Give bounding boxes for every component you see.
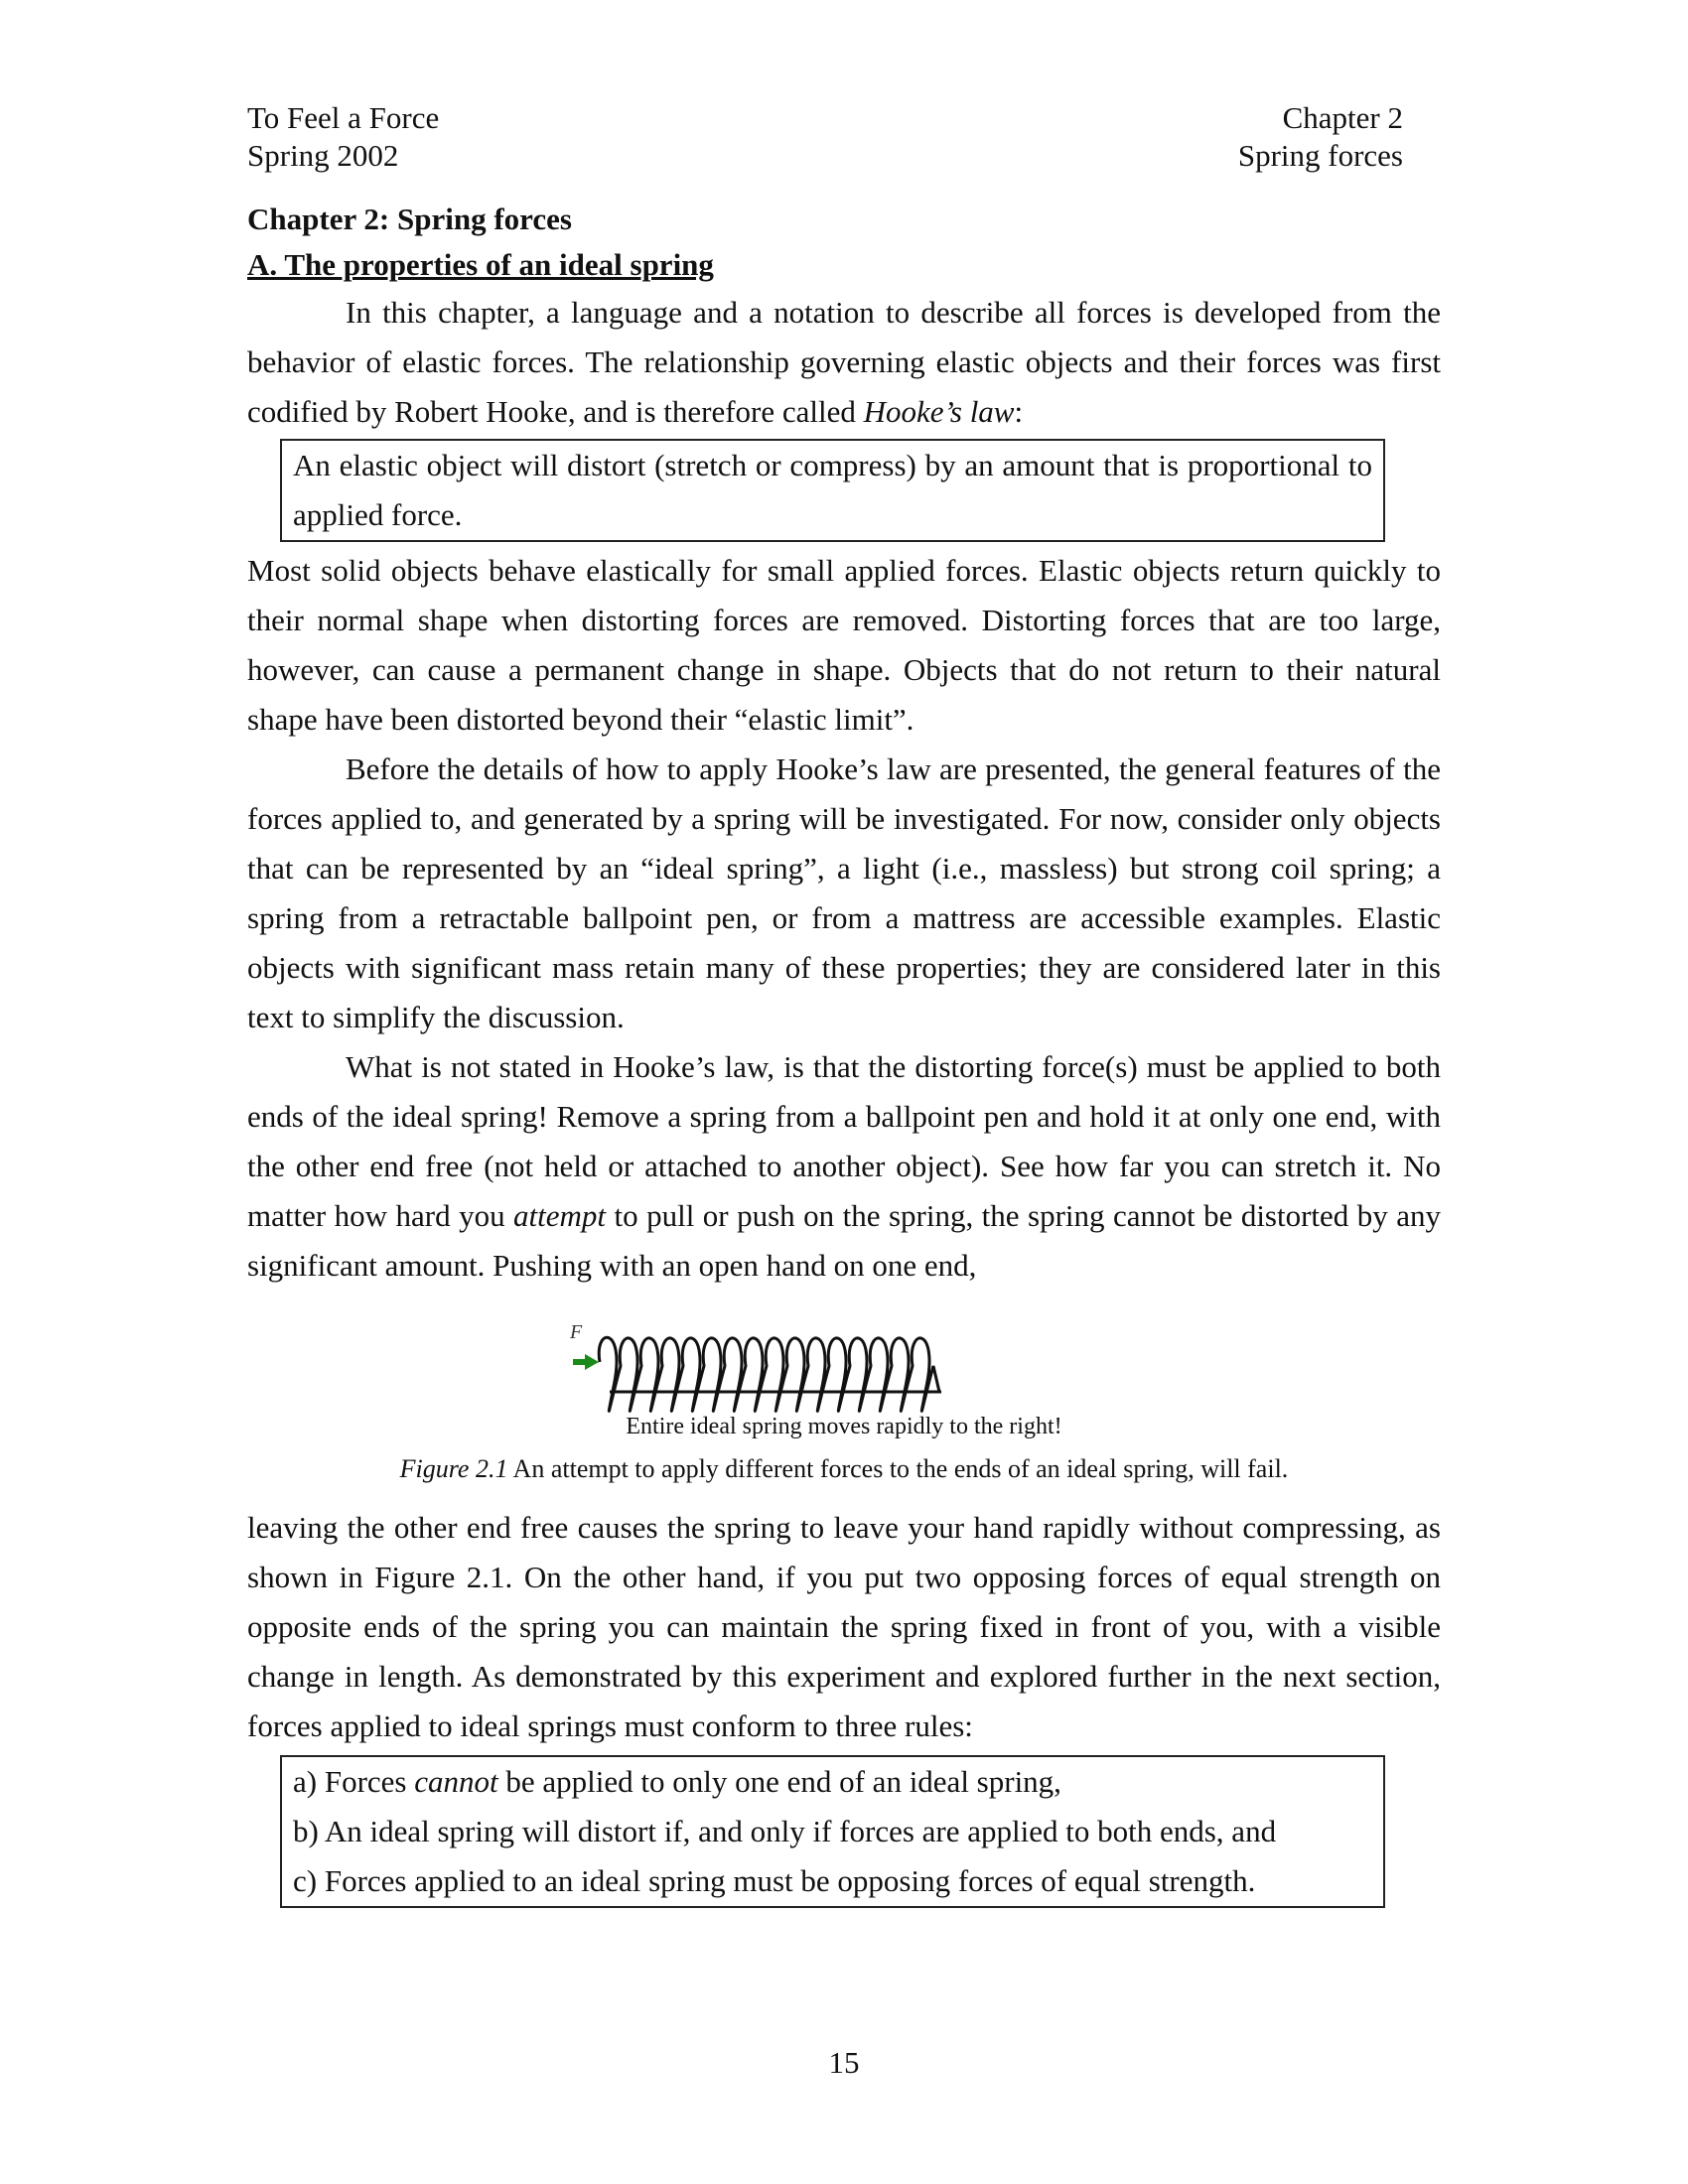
- section-heading: A. The properties of an ideal spring: [247, 247, 714, 282]
- paragraph-both-ends-text: What is not stated in Hooke’s law, is that the distorting force(s) must be applied to both ends of the ideal spring! Remove a spring from a ballpoint pen and hold it at only one end, with the other end free (not held or attached to another object). See how far you can stretch it. No matter how hard you: [247, 1049, 1441, 1233]
- force-arrow: [573, 1354, 599, 1370]
- rule-b: b) An ideal spring will distort if, and only if forces are applied to both ends, and: [293, 1814, 1277, 1848]
- ideal-spring-coil: [599, 1337, 939, 1411]
- rule-a: [293, 1757, 1372, 1807]
- figure-caption: [247, 1453, 1441, 1485]
- rule-c: c) Forces applied to an ideal spring must be opposing forces of equal strength.: [293, 1863, 1256, 1898]
- paragraph-intro: [247, 288, 1441, 437]
- rule-a-rest: be applied to only one end of an ideal spring,: [497, 1764, 1061, 1799]
- paragraph-intro-colon: :: [1014, 394, 1024, 429]
- page-body: [247, 197, 1441, 1908]
- force-arrow-head: [585, 1354, 599, 1370]
- running-header-left: [247, 99, 439, 175]
- chapter-title: Chapter 2: Spring forces: [247, 202, 572, 236]
- force-label: F: [570, 1321, 583, 1343]
- figure-inner-caption: Entire ideal spring moves rapidly to the right!: [626, 1414, 1062, 1439]
- header-chapter-number: Chapter 2: [1282, 100, 1403, 135]
- spring-rules-box: [280, 1755, 1385, 1908]
- figure-label: Figure 2.1: [399, 1454, 508, 1483]
- header-chapter-name: Spring forces: [1237, 138, 1403, 173]
- attempt-emphasis: attempt: [513, 1198, 607, 1233]
- hookes-law-box: [280, 439, 1385, 542]
- paragraph-intro-text: In this chapter, a language and a notation to describe all forces is developed from the behavior of elastic forces. The relationship governing elastic objects and their forces was first codified by Robert Hooke, and is therefore called: [247, 295, 1441, 429]
- paragraph-equal-forces: leaving the other end free causes the spring to leave your hand rapidly without compressing, as shown in Figure 2.1. On the other hand, if you put two opposing forces of equal strength on opposite ends of the spring you can maintain the spring fixed in front of you, with a visible change in length. As demonstrated by this experiment and explored further in the next section, forces applied to ideal springs must conform to three rules:: [247, 1510, 1441, 1743]
- figure-caption-text: An attempt to apply different forces to the ends of an ideal spring, will fail.: [507, 1454, 1289, 1483]
- header-term: Spring 2002: [247, 138, 399, 173]
- page-number: 15: [828, 2045, 860, 2080]
- cannot-emphasis: cannot: [414, 1764, 498, 1799]
- hookes-law-statement: An elastic object will distort (stretch or compress) by an amount that is proportional to applied force.: [293, 448, 1372, 532]
- rule-a-text: a) Forces: [293, 1764, 415, 1799]
- running-header-right: [1238, 99, 1403, 175]
- paragraph-elastic-behavior: Most solid objects behave elastically for small applied forces. Elastic objects return quickly to their normal shape when distorting forces are removed. Distorting forces that are too large, however, can cause a permanent change in shape. Objects that do not return to their natural shape have been distorted beyond their “elastic limit”.: [247, 553, 1441, 737]
- spring-diagram: [570, 1312, 1126, 1422]
- paragraph-ideal-spring: Before the details of how to apply Hooke’s law are presented, the general features of the forces applied to, and generated by a spring will be investigated. For now, consider only objects that can be represented by an “ideal spring”, a light (i.e., massless) but strong coil spring; a spring from a retractable ballpoint pen, or from a mattress are accessible examples. Elastic objects with significant mass retain many of these properties; they are considered later in this text to simplify the discussion.: [247, 751, 1441, 1034]
- paragraph-both-ends: [247, 1042, 1441, 1291]
- hookes-law-term: Hooke’s law: [863, 394, 1015, 429]
- paragraph-both-ends-rest: to pull or push on the spring, the spring cannot be distorted by any significant amount. Pushing with an open hand on one end,: [247, 1198, 1442, 1283]
- header-book-title: To Feel a Force: [247, 100, 440, 135]
- figure-2-1: [247, 1291, 1441, 1503]
